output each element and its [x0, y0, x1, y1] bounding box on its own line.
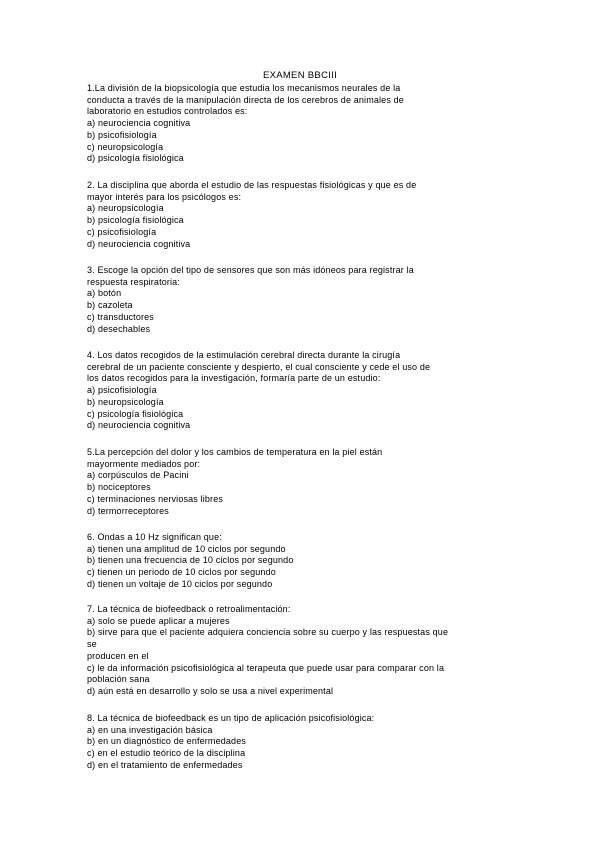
answer-option-c: c) transductores — [87, 311, 154, 322]
question-4 — [87, 350, 527, 432]
answer-option-c: c) en el estudio teórico de la disciplina — [87, 748, 246, 759]
answer-option-d: d) desechables — [87, 323, 151, 334]
question-5 — [87, 447, 527, 517]
answer-option-b: b) psicofisiología — [87, 129, 157, 140]
question-text: 6. Ondas a 10 Hz significan que: — [87, 532, 222, 542]
question-text: 7. La técnica de biofeedback o retroalimentación: — [87, 604, 291, 614]
question-8 — [87, 713, 527, 772]
answer-option-b: b) en un diagnóstico de enfermedades — [87, 736, 247, 747]
answer-option-b: b) sirve para que el paciente adquiera conciencia sobre su cuerpo y las respuestas que se producen en el — [87, 627, 449, 661]
question-text: 4. Los datos recogidos de la estimulación cerebral directa durante la cirugía cerebral de un paciente consciente y despierto, el cual consciente y cede el uso de los datos recogidos para la investigación, formaría parte de un estudio: — [87, 350, 431, 384]
answer-option-b: b) psicología fisiológica — [87, 215, 184, 226]
answer-option-a: a) solo se puede aplicar a mujeres — [87, 615, 230, 626]
answer-option-a: a) neurociencia cognitiva — [87, 118, 191, 129]
answer-option-b: b) tienen una frecuencia de 10 ciclos por segundo — [87, 555, 294, 566]
answer-option-a: a) corpúsculos de Pacini — [87, 470, 189, 481]
answer-option-c: c) tienen un periodo de 10 ciclos por segundo — [87, 567, 276, 578]
answer-option-a: a) neuropsicología — [87, 203, 164, 214]
answer-option-a: a) en una investigación básica — [87, 724, 213, 735]
answer-option-c: c) psicología fisiológica — [87, 408, 184, 419]
question-text: 5.La percepción del dolor y los cambios de temperatura en la piel están mayormente mediados por: — [87, 447, 383, 469]
answer-option-d: d) neurociencia cognitiva — [87, 420, 191, 431]
answer-option-a: a) botón — [87, 288, 122, 299]
question-text: 1.La división de la biopsicología que estudia los mecanismos neurales de la conducta a través de la manipulación directa de los cerebros de animales de laboratorio en estudios controlados es: — [87, 83, 404, 117]
question-text: 2. La disciplina que aborda el estudio de las respuestas fisiológicas y que es de mayor interés para los psicólogos es: — [87, 180, 417, 202]
answer-option-c: c) psicofisiología — [87, 226, 157, 237]
answer-option-d: d) termorreceptores — [87, 505, 169, 516]
answer-option-a: a) tienen una amplitud de 10 ciclos por segundo — [87, 543, 286, 554]
question-7 — [87, 604, 527, 698]
answer-option-a: a) psicofisiología — [87, 385, 157, 396]
answer-option-d: d) psicología fisiológica — [87, 153, 184, 164]
answer-option-b: b) neuropsicología — [87, 396, 164, 407]
answer-option-c: c) terminaciones nerviosas libres — [87, 493, 223, 504]
question-3 — [87, 265, 527, 335]
question-1 — [87, 83, 527, 165]
answer-option-d: d) en el tratamiento de enfermedades — [87, 759, 243, 770]
question-text: 3. Escoge la opción del tipo de sensores que son más idóneos para registrar la respuesta respiratoria: — [87, 265, 414, 287]
answer-option-d: d) aún está en desarrollo y solo se usa a nivel experimental — [87, 685, 334, 696]
question-text: 8. La técnica de biofeedback es un tipo de aplicación psicofisiológica: — [87, 713, 375, 723]
page-title: EXAMEN BBCIII — [262, 70, 338, 81]
answer-option-d: d) neurociencia cognitiva — [87, 238, 191, 249]
answer-option-c: c) neuropsicología — [87, 141, 164, 152]
question-2 — [87, 180, 527, 250]
answer-option-b: b) cazoleta — [87, 300, 133, 311]
answer-option-c: c) le da información psicofisiológica al terapeuta que puede usar para comparar con la población sana — [87, 662, 445, 685]
answer-option-d: d) tienen un voltaje de 10 ciclos por segundo — [87, 578, 273, 589]
answer-option-b: b) nociceptores — [87, 482, 151, 493]
question-6 — [87, 532, 527, 591]
